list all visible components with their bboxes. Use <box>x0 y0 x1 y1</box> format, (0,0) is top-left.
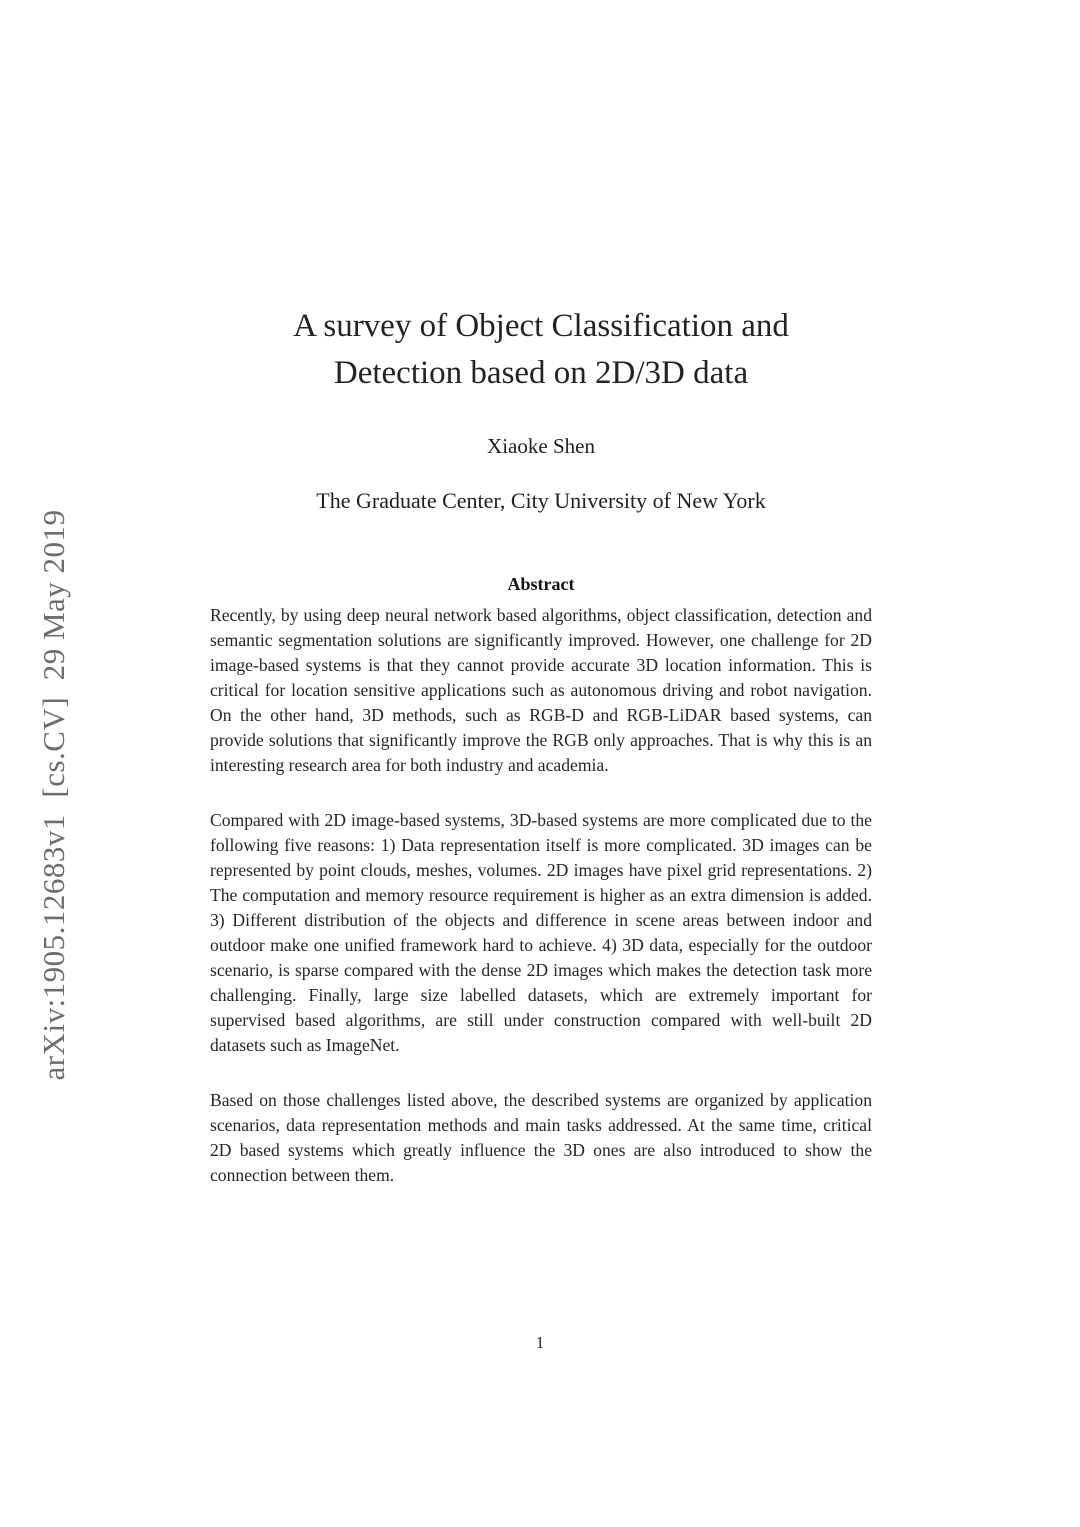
page-number: 1 <box>535 1333 545 1352</box>
abstract-paragraph-1: Recently, by using deep neural network based algorithms, object classification, detection and semantic segmentation solutions are significantly improved. However, one challenge for 2D image-based systems is that they cannot provide accurate 3D location information. This is critical for location sensitive applications such as autonomous driving and robot navigation. On the other hand, 3D methods, such as RGB-D and RGB-LiDAR based systems, can provide solutions that significantly improve the RGB only approaches. That is why this is an interesting research area for both industry and academia. <box>210 605 872 775</box>
author-affiliation: The Graduate Center, City University of New York <box>316 488 766 513</box>
abstract-paragraph-3: Based on those challenges listed above, the described systems are organized by application scenarios, data representation methods and main tasks addressed. At the same time, critical 2D based systems which greatly influence the 3D ones are also introduced to show the connection between them. <box>210 1090 872 1185</box>
abstract-heading: Abstract <box>507 574 575 594</box>
author-name: Xiaoke Shen <box>487 434 595 458</box>
abstract-paragraph-2: Compared with 2D image-based systems, 3D-based systems are more complicated due to the following five reasons: 1) Data representation itself is more complicated. 3D images can be represented by point clouds, meshes, volumes. 2D images have pixel grid representations. 2) The computation and memory resource requirement is higher as an extra dimension is added. 3) Different distribution of the objects and difference in scene areas between indoor and outdoor make one unified framework hard to achieve. 4) 3D data, especially for the outdoor scenario, is sparse compared with the dense 2D images which makes the detection task more challenging. Finally, large size labelled datasets, which are extremely important for supervised based algorithms, are still under construction compared with well-built 2D datasets such as ImageNet. <box>210 810 872 1055</box>
paper-title <box>210 303 872 397</box>
arxiv-identifier-stamp: arXiv:1905.12683v1 [cs.CV] 29 May 2019 <box>36 509 71 1081</box>
paper-title-line-2: Detection based on 2D/3D data <box>333 355 749 391</box>
paper-content <box>210 303 872 1188</box>
paper-title-line-1: A survey of Object Classification and <box>293 308 789 344</box>
